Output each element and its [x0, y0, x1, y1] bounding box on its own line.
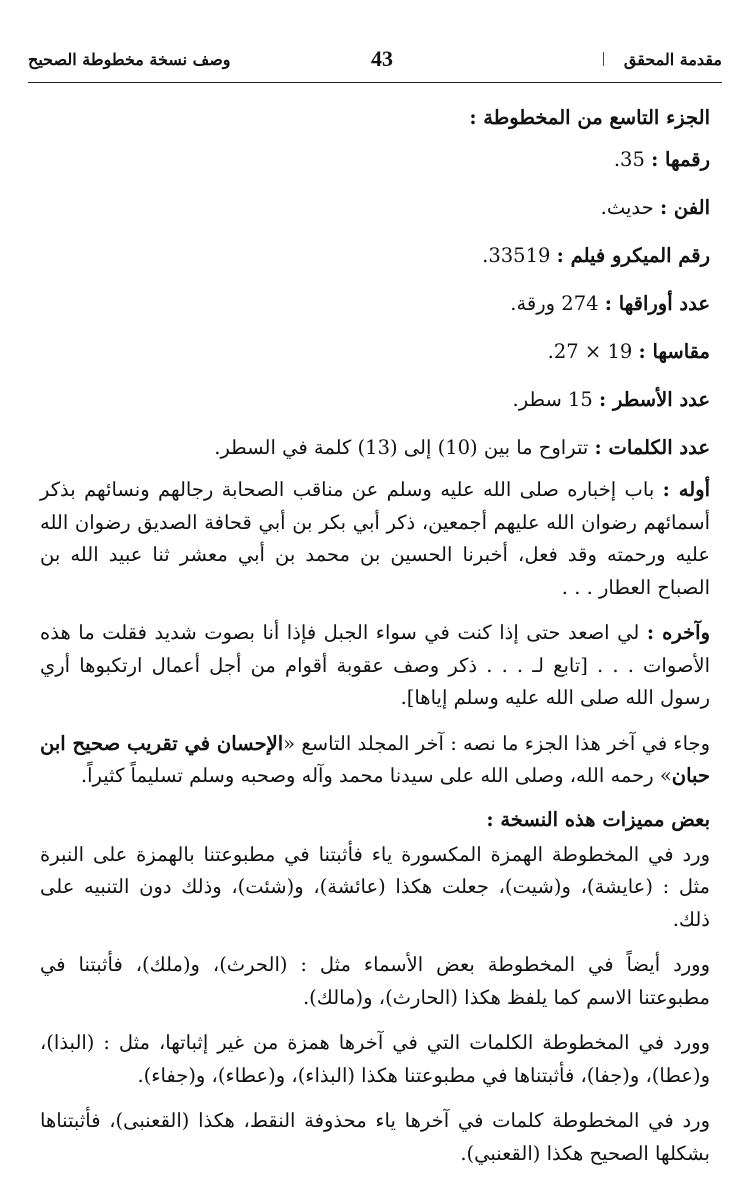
field-lines: [40, 378, 710, 426]
page-number: 43: [371, 46, 393, 71]
field-label: مقاسها :: [638, 340, 710, 363]
field-value: حديث.: [600, 196, 654, 219]
features-heading: بعض مميزات هذه النسخة :: [486, 807, 710, 831]
book-title: الإحسان في تقريب صحيح ابن حبان: [40, 731, 710, 787]
field-value: تتراوح ما بين (10) إلى (13) كلمة في السطر.: [214, 436, 589, 459]
field-value: 19 × 27.: [547, 340, 633, 363]
header-chapter-title: مقدمة المحقق: [623, 50, 722, 69]
field-value: 33519.: [482, 244, 551, 267]
header-divider-mark: [603, 52, 604, 66]
header-rule: [28, 82, 722, 83]
field-label: الجزء التاسع من المخطوطة :: [469, 106, 710, 129]
incipit-text: باب إخباره صلى الله عليه وسلم عن مناقب الصحابة رجالهم ونسائهم بذكر أسمائهم رضوان الله عليهم أجمعين، ذكر أبي بكر بن أبي قحافة الصديق رضوان الله عليه ورحمته وقد فعل، أخبرنا الحسين بن محمد بن أبي معشر ثنا عبيد الله بن الصباح العطار . . .: [40, 478, 710, 599]
field-label: رقم الميكرو فيلم :: [556, 244, 710, 267]
field-label: رقمها :: [651, 148, 710, 171]
field-label: عدد أوراقها :: [604, 292, 710, 315]
field-label: الفن :: [659, 196, 710, 219]
incipit-label: أوله :: [662, 478, 711, 501]
feature-paragraph: وورد في المخطوطة الكلمات التي في آخرها همزة من غير إثباتها، مثل : (البذا)، و(عطا)، و(جفا)، فأثبتناها في مطبوعتنا هكذا (البذاء)، و(عطاء)، و(جفاء).: [40, 1031, 710, 1087]
feature-paragraph: ورد في المخطوطة كلمات في آخرها ياء محذوفة النقط، هكذا (القعنبى)، فأثبتناها بشكلها الصحيح هكذا (القعنبي).: [40, 1109, 710, 1165]
feature-paragraph: وورد أيضاً في المخطوطة بعض الأسماء مثل : (الحرث)، و(ملك)، فأثبتنا في مطبوعتنا الاسم كما يلفظ هكذا (الحارث)، و(مالك).: [40, 953, 710, 1009]
field-value: 15 سطر.: [512, 388, 593, 411]
page-header: [28, 44, 722, 78]
incipit-paragraph: [40, 474, 710, 604]
field-dimensions: [40, 330, 710, 378]
feature-paragraph: ورد في المخطوطة الهمزة المكسورة ياء فأثبتنا في مطبوعتنا بالهمزة على النبرة مثل : (عايشة)، و(شيت)، جعلت هكذا (عائشة)، و(شئت)، وذلك دون التنبيه على ذلك.: [40, 842, 710, 931]
field-microfilm: [40, 234, 710, 282]
field-value: 35.: [613, 148, 645, 171]
page-body: [40, 96, 710, 1183]
colophon-text-end: » رحمه الله، وصلى الله على سيدنا محمد وآله وصحبه وسلم تسليماً كثيراً.: [80, 764, 672, 787]
field-leaves: [40, 282, 710, 330]
header-section-title: وصف نسخة مخطوطة الصحيح: [28, 50, 231, 69]
explicit-text: لي اصعد حتى إذا كنت في سواء الجبل فإذا أنا بصوت شديد فقلت ما هذه الأصوات . . . [تابع لـ . . . ذكر وصف عقوبة أقوام من أجل أعمال ارتكبوها أري رسول الله صلى الله عليه وسلم إياها].: [40, 621, 710, 709]
colophon-paragraph: [40, 728, 710, 793]
field-value: 274 ورقة.: [510, 292, 599, 315]
field-number: [40, 138, 710, 186]
field-label: عدد الكلمات :: [594, 436, 710, 459]
manuscript-part-heading: [40, 96, 710, 138]
field-label: عدد الأسطر :: [599, 388, 710, 411]
field-words: [40, 426, 710, 474]
field-discipline: [40, 186, 710, 234]
explicit-label: وآخره :: [646, 621, 711, 644]
colophon-text-start: وجاء في آخر هذا الجزء ما نصه : آخر المجلد التاسع «: [283, 731, 710, 755]
explicit-paragraph: [40, 617, 710, 715]
